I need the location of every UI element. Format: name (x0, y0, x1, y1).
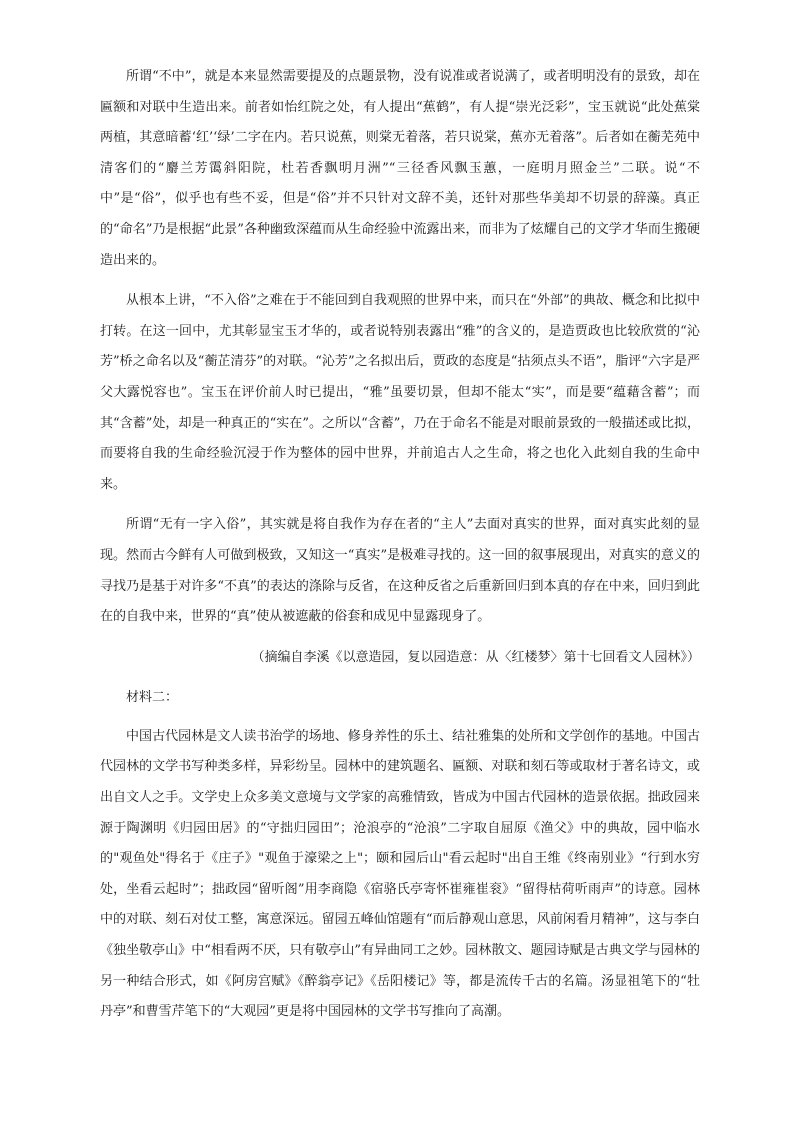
body-paragraph-1: 所谓“不中”，就是本来显然需要提及的点题景物，没有说准或者说满了，或者明明没有的景致，却在匾额和对联中生造出来。前者如怡红院之处，有人提出“蕉鹤”，有人提“崇光泛彩”，宝玉就说“此处蕉棠两植，其意暗蓄‘红’‘绿’二字在内。若只说蕉，则棠无着落，若只说棠，蕉亦无着落”。后者如在蘅芜苑中清客们的“麝兰芳霭斜阳院，杜若香飘明月洲”“三径香风飘玉蕙，一庭明月照金兰”二联。说“不中”是“俗”，似乎也有些不妥，但是“俗”并不只针对文辞不美，还针对那些华美却不切景的辞藻。真正的“命名”乃是根据“此景”各种幽致深蕴而从生命经验中流露出来，而非为了炫耀自己的文学才华而生搬硬造出来的。 (100, 69, 700, 268)
body-paragraph-3: 所谓“无有一字入俗”，其实就是将自我作为存在者的“主人”去面对真实的世界，面对真实此刻的显现。然而古今鲜有人可做到极致，又知这一“真实”是极难寻找的。这一回的叙事展现出，对真实的意义的寻找乃是基于对许多“不真”的表达的涤除与反省，在这种反省之后重新回归到本真的存在中来，回归到此在的自我中来，世界的“真”使从被遮蔽的俗套和成见中显露现身了。 (100, 517, 700, 625)
body-paragraph-2: 从根本上讲，“不入俗”之难在于不能回到自我观照的世界中来，而只在“外部”的典故、概念和比拟中打转。在这一回中，尤其彰显宝玉才华的，或者说特别表露出“雅”的含义的，是造贾政也比较欣赏的“沁芳”桥之命名以及“蘅芷清芬”的对联。“沁芳”之名拟出后，贾政的态度是“拈须点头不语”，脂评“六字是严父大露悦容也”。宝玉在评价前人时已提出，“雅”虽要切景，但却不能太“实”，而是要“蕴藉含蓄”；而其“含蓄”处，却是一种真正的“实在”。之所以“含蓄”，乃在于命名不能是对眼前景致的一般描述或比拟，而要将自我的生命经验沉浸于作为整体的园中世界，并前追古人之生命，将之也化入此刻自我的生命中来。 (100, 293, 700, 492)
material-two-paragraph: 中国古代园林是文人读书治学的场地、修身养性的乐土、结社雅集的处所和文学创作的基地。中国古代园林的文学书写种类多样，异彩纷呈。园林中的建筑题名、匾额、对联和刻石等或取材于著名诗文，或出自文人之手。文学史上众多美文意境与文学家的高雅情致，皆成为中国古代园林的造景依据。拙政园来源于陶渊明《归园田居》的“守拙归园田”；沧浪亭的“沧浪”二字取自屈原《渔父》中的典故，园中临水的"观鱼处"得名于《庄子》"观鱼于濠梁之上"；颐和园后山"看云起时"出自王维《终南别业》“行到水穷处，坐看云起时”；拙政园“留听阁”用李商隐《宿骆氏亭寄怀崔雍崔衮》“留得枯荷听雨声”的诗意。园林中的对联、刻石对仗工整，寓意深远。留园五峰仙馆题有“而后静观山意思，风前闲看月精神”，这与李白《独坐敬亭山》中“相看两不厌，只有敬亭山”有异曲同工之妙。园林散文、题园诗赋是古典文学与园林的另一种结合形式，如《阿房宫赋》《醉翁亭记》《岳阳楼记》等，都是流传千古的名篇。汤显祖笔下的“牡丹亭”和曹雪芹笔下的“大观园”更是将中国园林的文学书写推向了高潮。 (100, 728, 700, 1020)
source-citation: （摘编自李溪《以意造园，复以园造意：从〈红楼梦〉第十七回看文人园林》） (251, 649, 700, 665)
material-two-heading: 材料二： (126, 690, 179, 706)
